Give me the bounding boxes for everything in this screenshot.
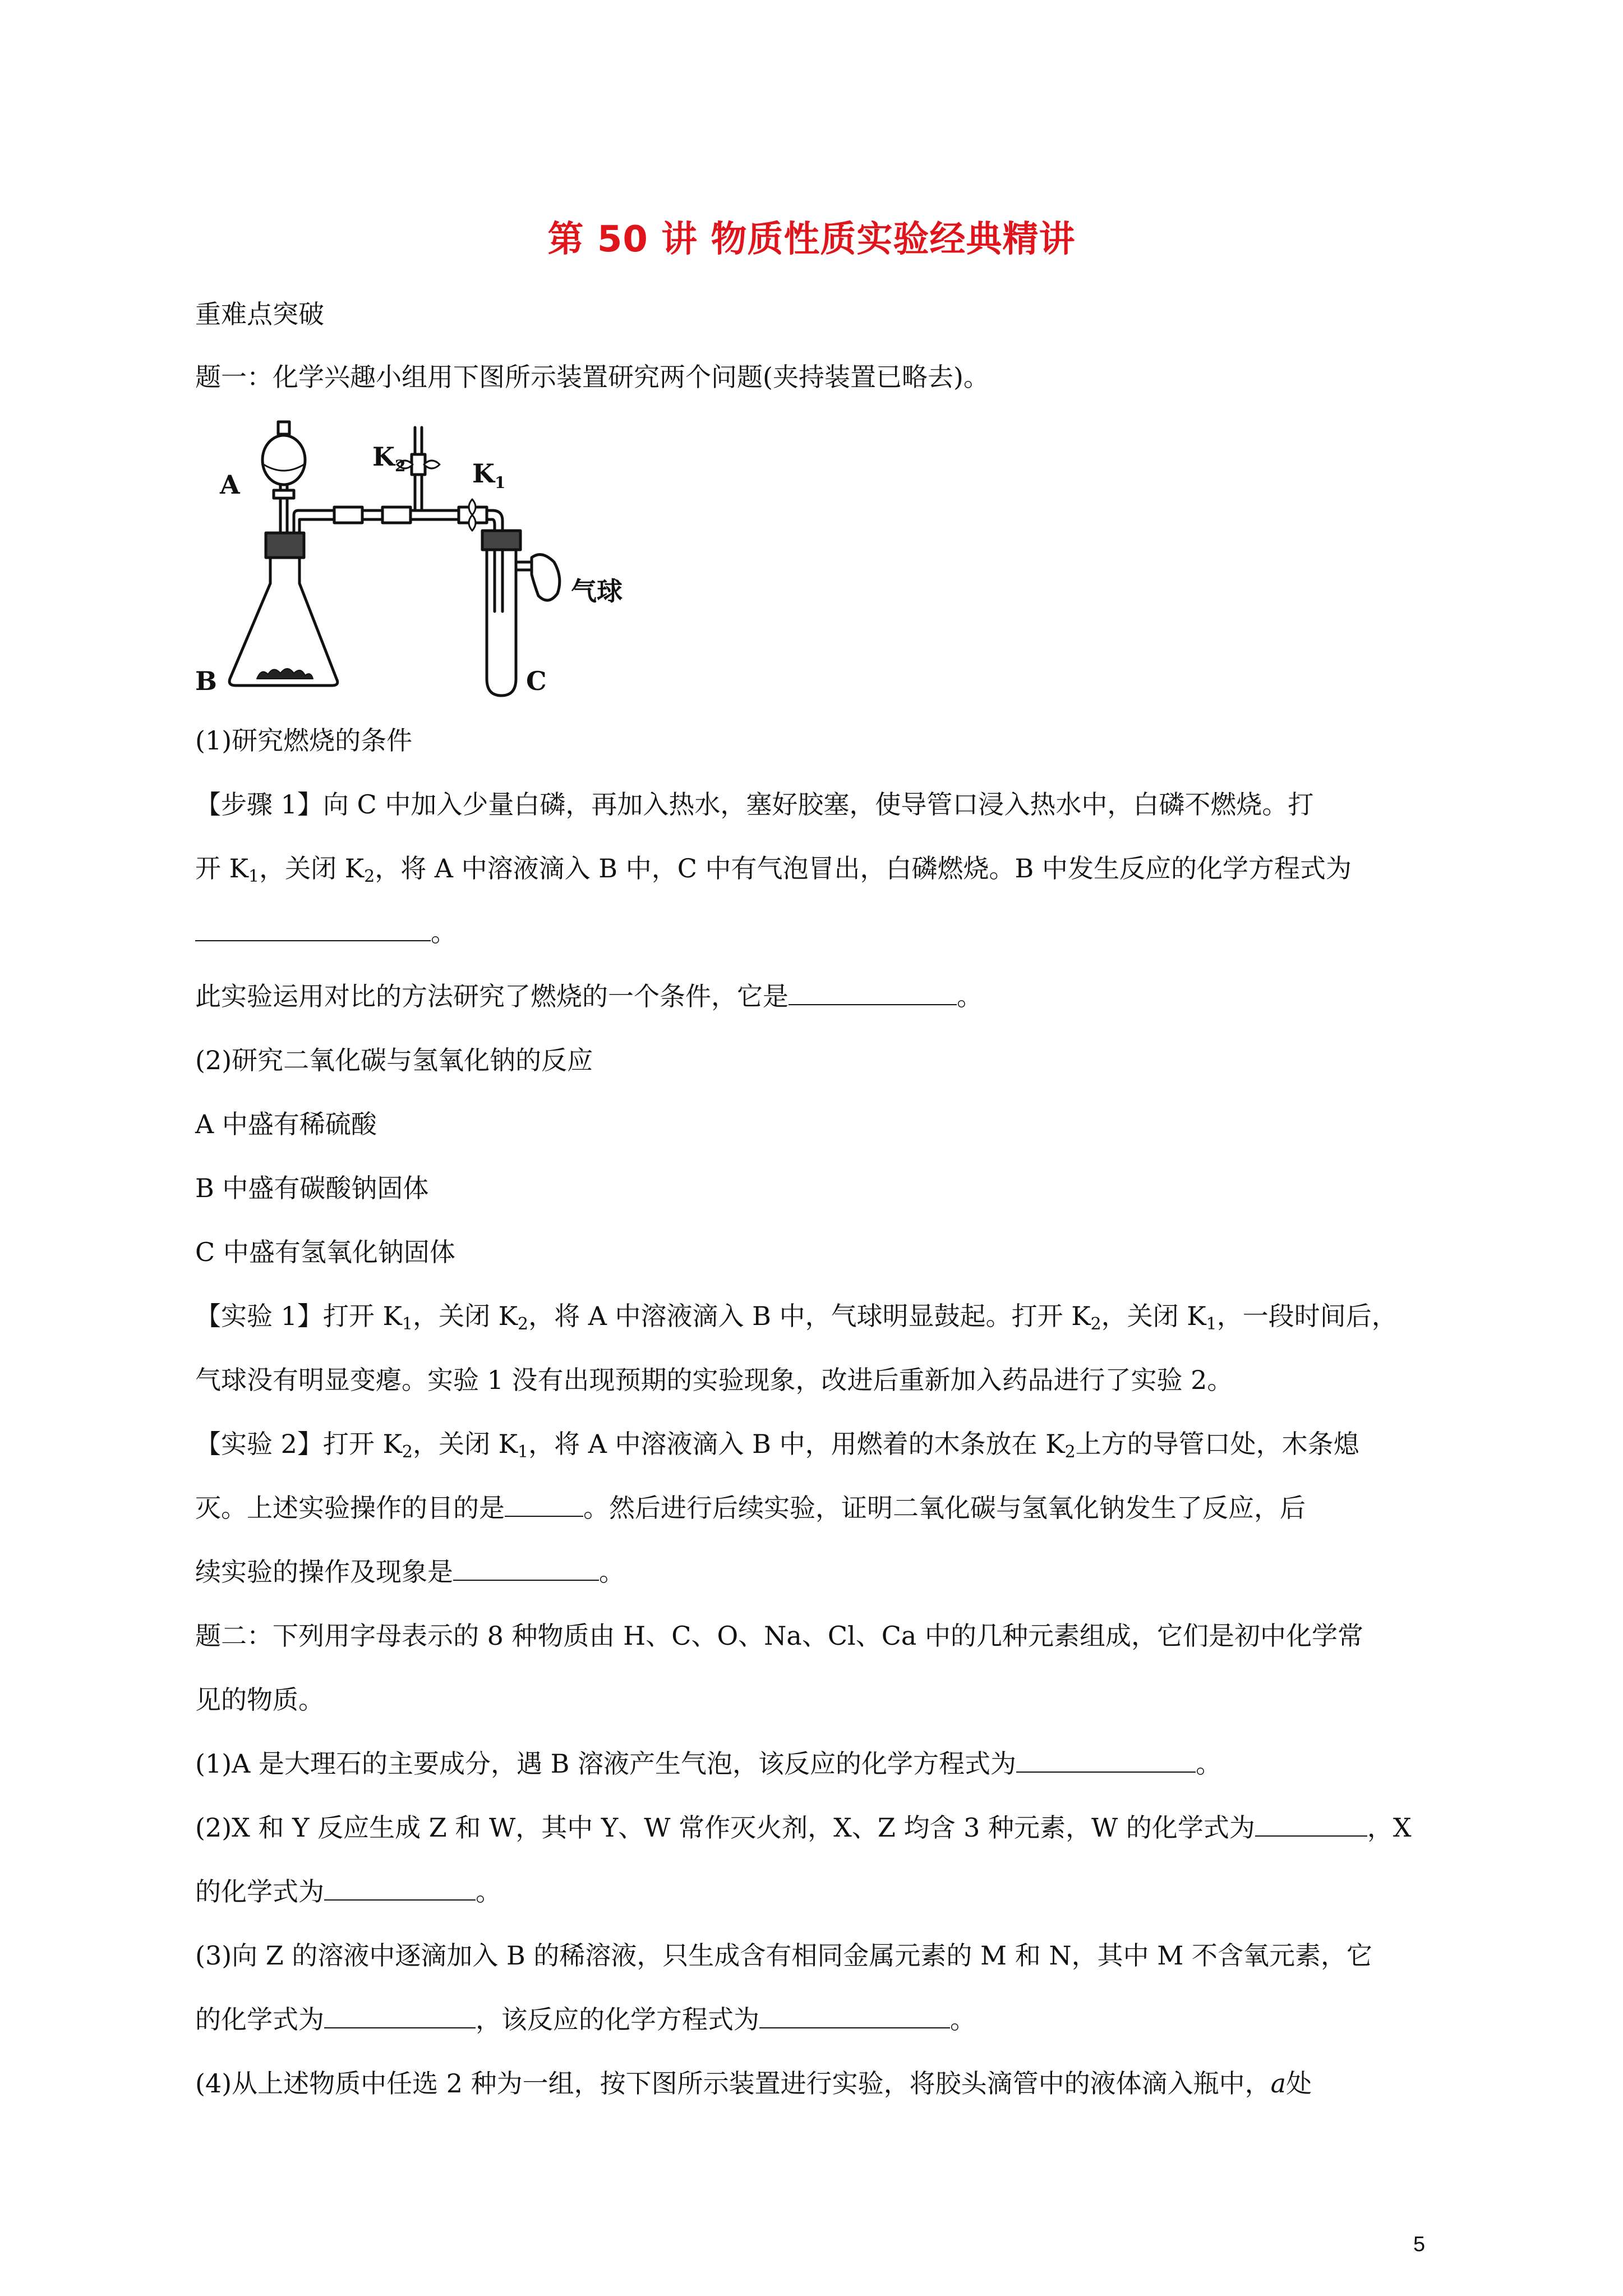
answer-blank-condition xyxy=(789,982,957,1005)
separatory-funnel-a xyxy=(262,422,305,533)
q2-part-2-line-1: (2)X 和 Y 反应生成 Z 和 W，其中 Y、W 常作灭火剂，X、Z 均含 3 种元素，W 的化学式为 ，X xyxy=(195,1812,1412,1843)
answer-blank-equation-1 xyxy=(195,918,431,941)
experiment-2-line-1: 【实验 2】打开 $K_2$，关闭 $K_1$，将 A 中溶液滴入 B 中，用燃着的木条放在 $K_2$上方的导管口处，木条熄 xyxy=(195,1429,1359,1462)
experiment-1-line-1: 【实验 1】打开 $K_1$，关闭 $K_2$，将 A 中溶液滴入 B 中，气球明显鼓起。打开 $K_2$，关闭 $K_1$，一段时间后， xyxy=(195,1301,1398,1334)
section-heading: 重难点突破 xyxy=(195,299,324,329)
label-k1: $K_1$ xyxy=(472,458,506,492)
label-a: A xyxy=(220,470,240,500)
answer-blank-x-formula xyxy=(324,1877,476,1901)
step-1-line-3: 。 xyxy=(195,915,457,949)
conical-flask-b xyxy=(229,533,338,685)
answer-blank-purpose xyxy=(505,1493,583,1517)
q2-part-4-line-1: (4)从上述物质中任选 2 种为一组，按下图所示装置进行实验，将胶头滴管中的液体滴入瓶中，a处 xyxy=(195,2068,1312,2099)
q2-part-3-line-1: (3)向 Z 的溶液中逐滴加入 B 的稀溶液，只生成含有相同金属元素的 M 和 N，其中 M 不含氧元素，它 xyxy=(195,1940,1372,1971)
label-b: B xyxy=(195,666,217,696)
test-tube-c xyxy=(487,550,560,696)
question-1-intro: 题一：化学兴趣小组用下图所示装置研究两个问题(夹持装置已略去)。 xyxy=(195,362,989,392)
q2-part-2-line-2: 的化学式为 。 xyxy=(195,1876,501,1907)
apparatus-figure xyxy=(195,415,700,707)
b-content-line: B 中盛有碳酸钠固体 xyxy=(195,1173,429,1203)
page-number: 5 xyxy=(1413,2233,1426,2256)
answer-blank-m-formula xyxy=(324,2005,476,2028)
contrast-line: 此实验运用对比的方法研究了燃烧的一个条件，它是 。 xyxy=(195,981,983,1011)
experiment-2-line-3: 续实验的操作及现象是 。 xyxy=(195,1557,625,1587)
answer-blank-w-formula xyxy=(1255,1813,1367,1837)
experiment-1-line-2: 气球没有明显变瘪。实验 1 没有出现预期的实验现象，改进后重新加入药品进行了实验 2。 xyxy=(195,1365,1233,1395)
label-balloon: 气球 xyxy=(571,576,623,606)
c-content-line: C 中盛有氢氧化钠固体 xyxy=(195,1237,455,1267)
step-1-line-1: 【步骤 1】向 C 中加入少量白磷，再加入热水，塞好胶塞，使导管口浸入热水中，白磷不燃烧。打 xyxy=(195,789,1314,820)
question-2-intro-line-2: 见的物质。 xyxy=(195,1685,324,1715)
part-2-heading: (2)研究二氧化碳与氢氧化钠的反应 xyxy=(195,1045,593,1075)
q2-part-1-line: (1)A 是大理石的主要成分，遇 B 溶液产生气泡，该反应的化学方程式为 。 xyxy=(195,1749,1222,1779)
part-1-heading: (1)研究燃烧的条件 xyxy=(195,725,413,756)
step-1-line-2: 开 $K_1$，关闭 $K_2$，将 A 中溶液滴入 B 中，C 中有气泡冒出，白磷燃烧。B 中发生反应的化学方程式为 xyxy=(195,853,1352,886)
label-c: C xyxy=(526,666,547,696)
answer-blank-q2-1 xyxy=(1016,1749,1196,1773)
q2-part-3-line-2: 的化学式为 ，该反应的化学方程式为 。 xyxy=(195,2004,976,2035)
answer-blank-operation xyxy=(453,1557,599,1581)
experiment-2-line-2: 灭。上述实验操作的目的是 。然后进行后续实验，证明二氧化碳与氢氧化钠发生了反应，后 xyxy=(195,1493,1306,1523)
question-2-intro-line-1: 题二：下列用字母表示的 8 种物质由 H、C、O、Na、Cl、Ca 中的几种元素组成，它们是初中化学常 xyxy=(195,1621,1363,1651)
page-title: 第 50 讲 物质性质实验经典精讲 xyxy=(547,219,1076,260)
answer-blank-q2-3-equation xyxy=(759,2005,950,2028)
label-k2: $K_2$ xyxy=(372,441,406,475)
a-content-line: A 中盛有稀硫酸 xyxy=(195,1109,377,1139)
